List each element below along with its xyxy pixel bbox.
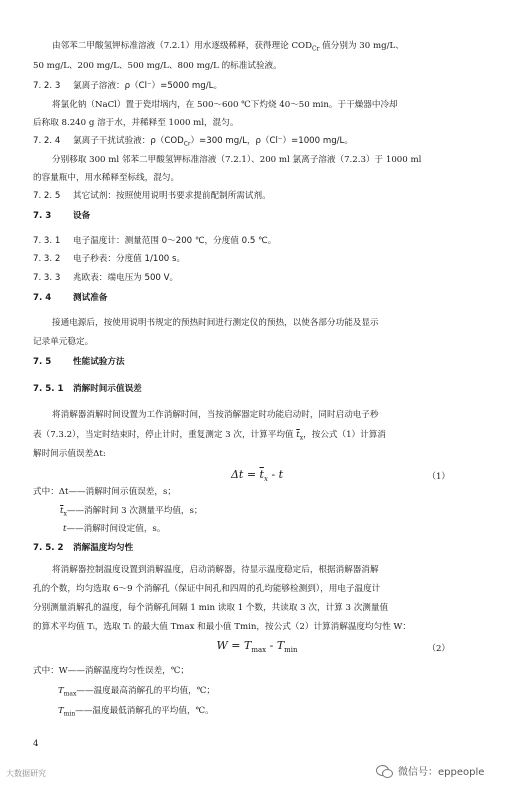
section-heading-7-5-2: 7. 5. 2 消解温度均匀性 (33, 543, 134, 553)
wechat-id: 微信号：eppeople (398, 767, 485, 778)
definition-line: $T_{min}——$温度最低消解孔的平均值，℃。 (58, 706, 214, 718)
paragraph-line: 解时间示值误差Δt: (33, 449, 106, 459)
definition-line: $T_{max}——$温度最高消解孔的平均值，℃； (58, 686, 215, 698)
paragraph-line: 记录单元稳定。 (33, 337, 94, 347)
paragraph-line: 的算术平均值 Tᵢ，选取 Tᵢ 的最大值 Tmax 和最小值 Tmin，按公式（2）计算消解温度均匀性 W： (33, 622, 411, 632)
paragraph-line: 表（7.3.2），当定时结束时，停止计时，重复测定 3 次，计算平均值 $\overline{t}_x$，按公式（1）计算消 (33, 430, 386, 442)
paragraph-line: 50 mg/L、200 mg/L、500 mg/L、800 mg/L 的标准试验液。 (33, 61, 282, 71)
paragraph-line: 将消解器控制温度设置到消解温度，启动消解器，待显示温度稳定后，根据消解器消解 (52, 565, 379, 575)
section-heading-7-2-3: 7. 2. 3 氯离子溶液：ρ（Cl⁻）=5000 mg/L。 (33, 81, 223, 91)
definition-line: 式中：Δt——消解时间示值误差，s； (33, 487, 176, 497)
equation-2: $W = T_{max} - T_{min}$ (216, 639, 298, 655)
paragraph-line: 后称取 8.240 g 溶于水，并稀释至 1000 ml，混匀。 (33, 118, 239, 128)
paragraph-line: 将消解器消解时间设置为工作消解时间，当按消解器定时功能启动时，同时启动电子秒 (52, 410, 379, 420)
paragraph-line: 接通电源后，按使用说明书规定的预热时间进行测定仪的预热，以使各部分功能及显示 (52, 318, 379, 328)
section-heading-7-3: 7. 3 设备 (33, 211, 91, 221)
section-heading-7-2-4: 7. 2. 4 氯离子干扰试验液：$\rho(COD_{Cr})=300$ mg/L，ρ（Cl⁻）=1000 mg/L。 (33, 136, 353, 148)
section-heading-7-4: 7. 4 测试准备 (33, 293, 108, 303)
section-heading-7-3-3: 7. 3. 3 兆欧表：端电压为 500 V。 (33, 273, 179, 283)
equation-number: （1） (427, 472, 450, 482)
section-heading-7-3-2: 7. 3. 2 电子秒表：分度值 1/100 s。 (33, 254, 186, 264)
footer-wechat (376, 763, 484, 778)
definition-line: $\overline{t}_x——$消解时间 3 次测量平均值，s； (60, 506, 203, 518)
definition-line: t——消解时间设定值，s。 (63, 524, 166, 534)
paragraph-line: 将氯化钠（NaCl）置于瓷坩埚内，在 500～600 ℃下灼烧 40～50 min。于干燥器中冷却 (52, 100, 398, 110)
section-heading-7-2-5: 7. 2. 5 其它试剂：按照使用说明书要求提前配制所需试剂。 (33, 191, 271, 201)
equation-1: $\Delta t = \overline{t}_x - t$ (230, 468, 284, 484)
footer-watermark: 大数据研究 (6, 769, 46, 778)
paragraph-line: 分别移取 300 ml 邻苯二甲酸氢钾标准溶液（7.2.1）、200 ml 氯离子溶液（7.2.3）于 1000 ml (52, 155, 422, 165)
paragraph-line: 分别测量消解孔的温度，每个消解孔间隔 1 min 读取 1 个数，共读取 3 次，计算 3 次测量值 (33, 603, 389, 613)
equation-number: （2） (427, 644, 450, 654)
section-heading-7-3-1: 7. 3. 1 电子温度计：测量范围 0～200 ℃，分度值 0.5 ℃。 (33, 236, 277, 246)
paragraph-line: 孔的个数，均匀选取 6～9 个消解孔（保证中间孔和四周的孔均能够检测到），用电子温度计 (33, 584, 381, 594)
paragraph-line: 由邻苯二甲酸氢钾标准溶液（7.2.1）用水逐级稀释，获得理论 $COD_{Cr}$ 值分别为 30 mg/L、 (52, 41, 404, 53)
definition-line: 式中：W——消解温度均匀性误差，℃； (33, 666, 189, 676)
page-number: 4 (33, 739, 39, 749)
section-heading-7-5: 7. 5 性能试验方法 (33, 357, 125, 367)
section-heading-7-5-1: 7. 5. 1 消解时间示值误差 (33, 384, 142, 394)
paragraph-line: 的容量瓶中，用水稀释至标线，混匀。 (33, 173, 180, 183)
wechat-icon (376, 764, 394, 778)
